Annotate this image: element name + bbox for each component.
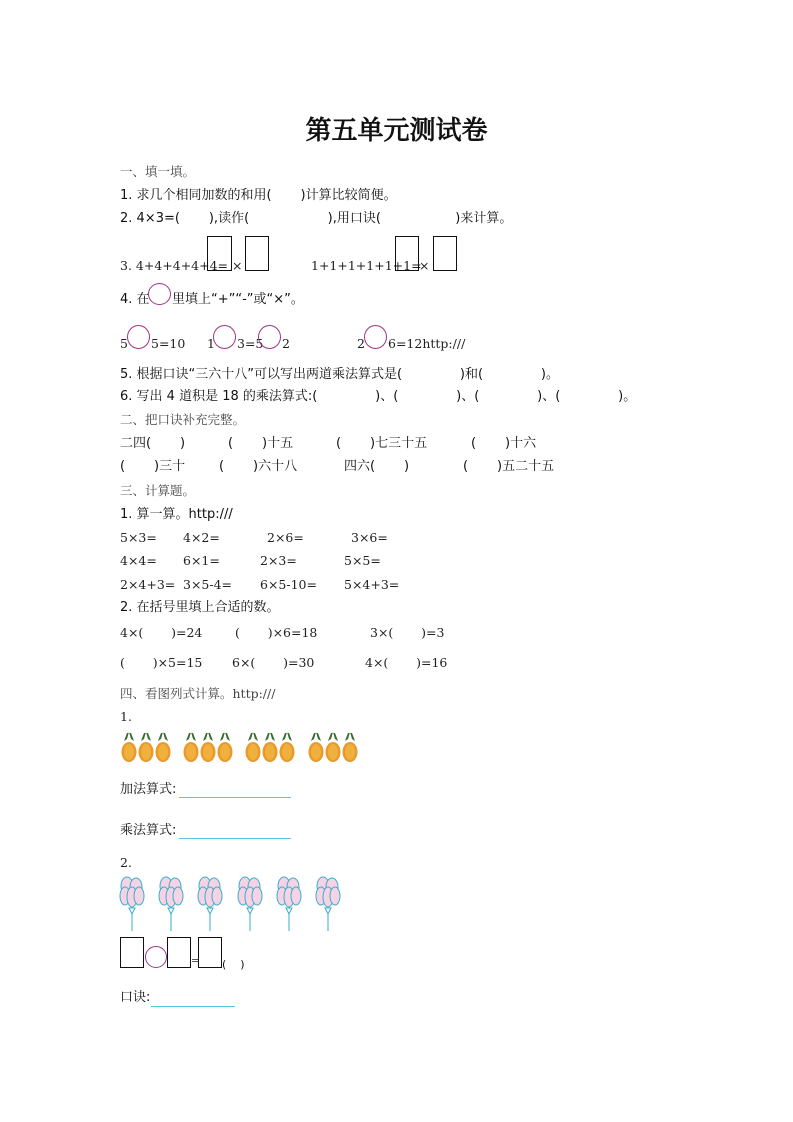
calc-item: 2×4+3= — [120, 577, 176, 592]
calc-item: 3×6= — [351, 530, 388, 545]
koujue-item: 四六( ) — [344, 459, 410, 474]
question-1-5: 5. 根据口诀“三六十八”可以写出两道乘法算式是( )和( )。 — [120, 367, 559, 382]
times-sign: × — [232, 258, 243, 273]
operator-circle[interactable] — [258, 325, 281, 349]
question-1-2: 2. 4×3=( ),读作( ),用口诀( )来计算。 — [120, 211, 513, 226]
answer-box[interactable] — [167, 937, 191, 968]
page-title: 第五单元测试卷 — [305, 116, 488, 146]
pineapples-image — [119, 731, 364, 765]
koujue-item: ( )十六 — [471, 436, 537, 451]
operand: 2 — [282, 336, 290, 351]
operand: 5=10 — [151, 336, 186, 351]
question-3-2: 2. 在括号里填上合适的数。 — [120, 600, 280, 615]
question-4-1: 1. — [120, 709, 132, 724]
operator-circle[interactable] — [364, 325, 387, 349]
fill-item: ( )×6=18 — [235, 625, 318, 640]
operator-circle[interactable] — [145, 946, 167, 968]
koujue-item: ( )三十 — [120, 459, 186, 474]
calc-item: 6×5-10= — [260, 577, 317, 592]
koujue-item: ( )五二十五 — [463, 459, 555, 474]
answer-paren: ( ) — [222, 958, 245, 971]
koujue-answer-line[interactable] — [151, 1006, 235, 1007]
question-1-4a: 4. 在 — [120, 292, 150, 307]
operator-circle-icon — [148, 283, 171, 305]
fill-item: 4×( )=24 — [120, 625, 203, 640]
balloons-image — [119, 876, 349, 932]
calc-item: 6×1= — [183, 553, 220, 568]
koujue-item: ( )七三十五 — [336, 436, 428, 451]
answer-box[interactable] — [245, 236, 269, 271]
question-1-3a: 3. 4+4+4+4+4= — [120, 258, 229, 273]
operand: 2 — [357, 336, 365, 351]
answer-box[interactable] — [433, 236, 457, 271]
calc-item: 2×6= — [267, 530, 304, 545]
question-1-1: 1. 求几个相同加数的和用( )计算比较简便。 — [120, 188, 397, 203]
calc-item: 5×5= — [344, 553, 381, 568]
calc-item: 4×4= — [120, 553, 157, 568]
calc-item: 3×5-4= — [183, 577, 233, 592]
calc-item: 5×3= — [120, 530, 157, 545]
fill-item: 6×( )=30 — [232, 655, 315, 670]
answer-box[interactable] — [198, 937, 222, 968]
koujue-item: ( )十五 — [228, 436, 294, 451]
koujue-item: 二四( ) — [120, 436, 186, 451]
koujue-item: ( )六十八 — [219, 459, 298, 474]
answer-box[interactable] — [395, 236, 419, 271]
section-3-heading: 三、计算题。 — [120, 483, 196, 498]
section-1-heading: 一、填一填。 — [120, 164, 196, 179]
multiplication-answer-line[interactable] — [179, 838, 291, 839]
fill-item: 3×( )=3 — [370, 625, 445, 640]
koujue-label: 口诀: — [120, 990, 151, 1005]
section-4-heading: 四、看图列式计算。http:/// — [120, 686, 276, 701]
answer-box[interactable] — [120, 937, 144, 968]
fill-item: 4×( )=16 — [365, 655, 448, 670]
operand: 5 — [120, 336, 128, 351]
question-4-2: 2. — [120, 855, 132, 870]
operator-circle[interactable] — [213, 325, 236, 349]
question-1-6: 6. 写出 4 道积是 18 的乘法算式:( )、( )、( )、( )。 — [120, 389, 637, 404]
multiplication-label: 乘法算式: — [120, 823, 177, 838]
answer-box[interactable] — [207, 236, 232, 271]
question-1-3b: 1+1+1+1+1+1= — [311, 258, 422, 273]
times-sign: × — [419, 258, 430, 273]
operand: 6=12http:/// — [388, 336, 466, 351]
fill-item: ( )×5=15 — [120, 655, 203, 670]
calc-item: 2×3= — [260, 553, 297, 568]
operand: 3=5 — [237, 336, 264, 351]
addition-answer-line[interactable] — [179, 797, 291, 798]
calc-item: 4×2= — [183, 530, 220, 545]
section-2-heading: 二、把口诀补充完整。 — [120, 412, 246, 427]
calc-item: 5×4+3= — [344, 577, 400, 592]
question-1-4b: 里填上“+”“-”或“×”。 — [172, 292, 304, 307]
question-3-1: 1. 算一算。http:/// — [120, 507, 233, 522]
operator-circle[interactable] — [127, 325, 150, 349]
addition-label: 加法算式: — [120, 782, 177, 797]
equals-sign: = — [191, 956, 200, 967]
operand: 1 — [207, 336, 215, 351]
